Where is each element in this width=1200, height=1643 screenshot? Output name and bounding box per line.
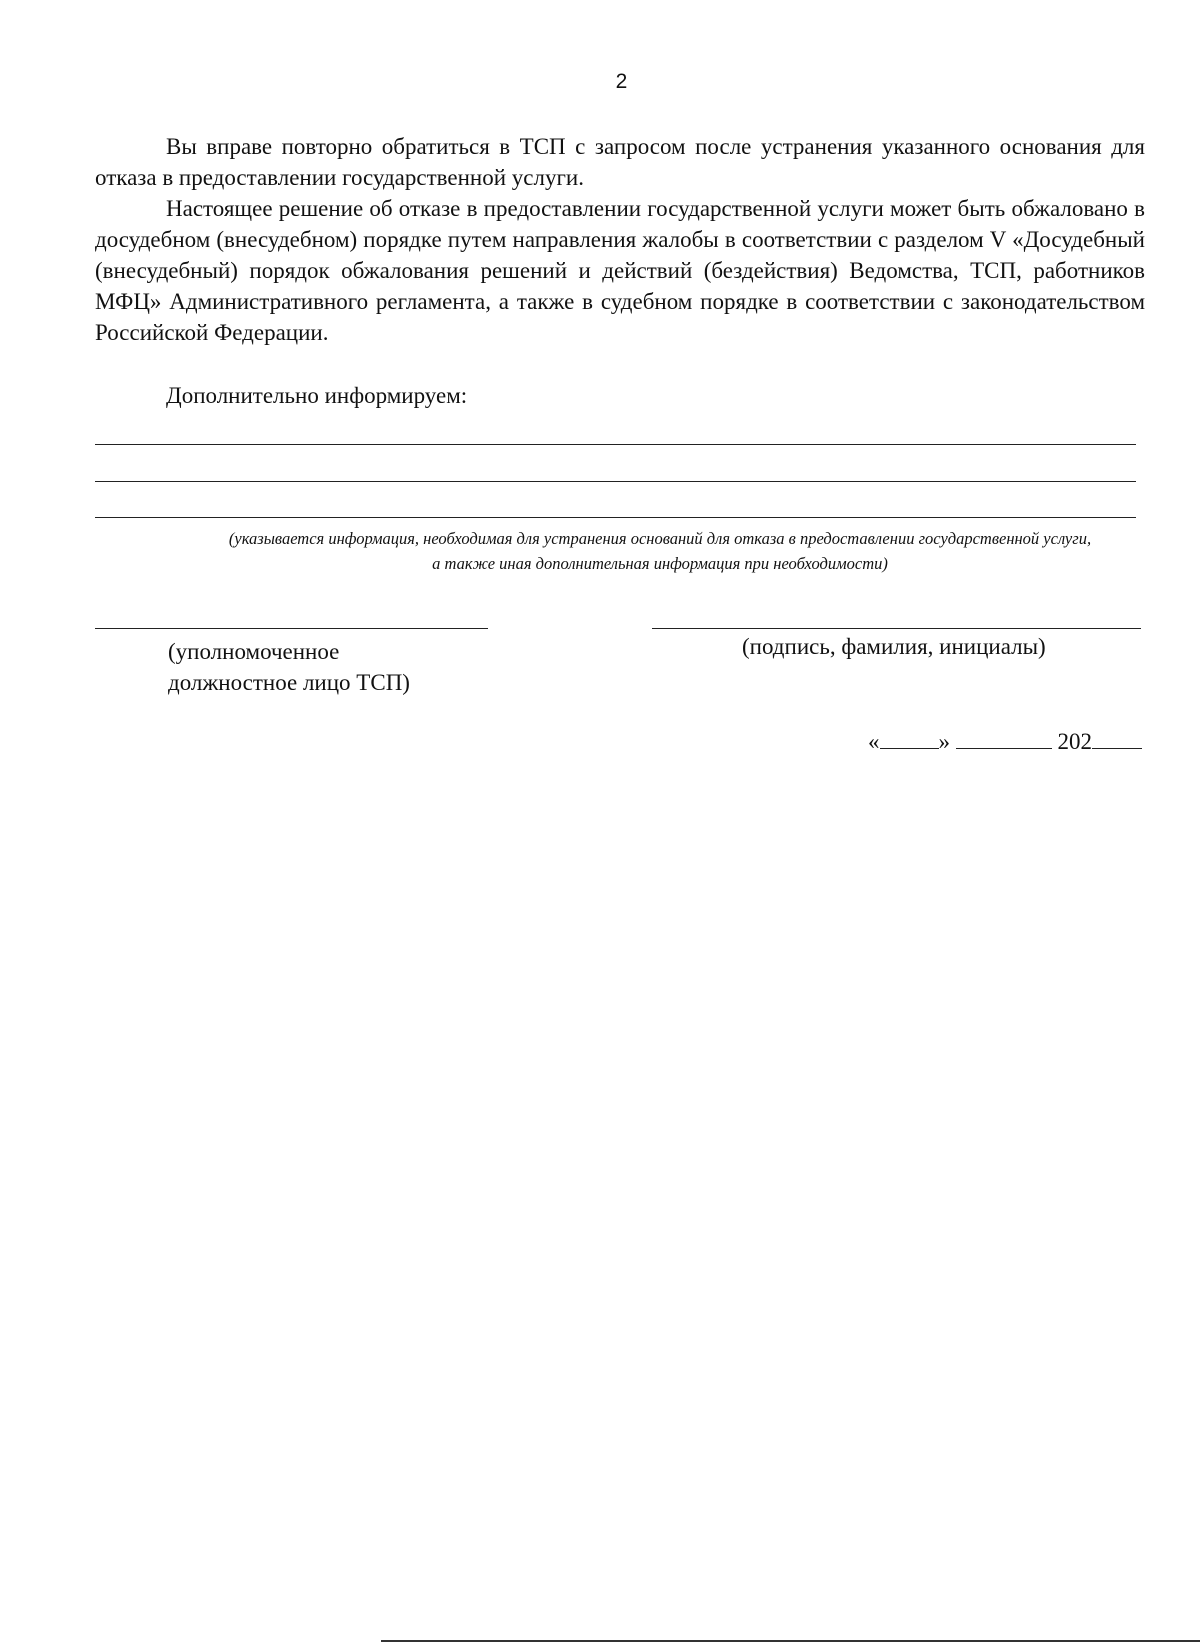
signature-label: (подпись, фамилия, инициалы) bbox=[742, 634, 1046, 659]
year-blank bbox=[1092, 728, 1142, 749]
fill-line-2 bbox=[95, 481, 1136, 482]
date-field bbox=[868, 728, 1142, 755]
official-label-line-1: (уполномоченное bbox=[168, 639, 340, 664]
signature-name-line bbox=[652, 628, 1141, 629]
additional-info-heading: Дополнительно информируем: bbox=[166, 383, 468, 408]
additional-info-hint bbox=[95, 526, 1200, 576]
hint-line-1: (указывается информация, необходимая для устранения оснований для отказа в предоставлении государственной услуги, bbox=[228, 529, 1092, 548]
body-text bbox=[95, 131, 1145, 348]
paragraph-appeal: Настоящее решение об отказе в предоставлении государственной услуги может быть обжаловано в досудебном (внесудебном) порядке путем направления жалобы в соответствии с разделом V «Досудебный (внесудебный) порядок обжалования решений и действий (бездействия) Ведомства, ТСП, работников МФЦ» Административного регламента, а также в судебном порядке в соответствии с законодательством Российской Федерации. bbox=[95, 196, 1145, 345]
date-open-quote: « bbox=[868, 729, 880, 754]
scan-edge-line bbox=[381, 1640, 1200, 1642]
month-blank bbox=[956, 728, 1052, 749]
year-prefix: 202 bbox=[1057, 729, 1092, 754]
date-close-quote: » bbox=[938, 729, 950, 754]
official-signature-line bbox=[95, 628, 488, 629]
fill-line-1 bbox=[95, 444, 1136, 445]
hint-line-2: а также иная дополнительная информация при необходимости) bbox=[432, 554, 888, 573]
page-number: 2 bbox=[615, 70, 628, 93]
official-label bbox=[168, 636, 410, 698]
day-blank bbox=[880, 728, 939, 749]
official-label-line-2: должностное лицо ТСП) bbox=[168, 670, 410, 695]
paragraph-reapply: Вы вправе повторно обратиться в ТСП с запросом после устранения указанного основания для отказа в предоставлении государственной услуги. bbox=[95, 134, 1145, 190]
fill-line-3 bbox=[95, 517, 1136, 518]
